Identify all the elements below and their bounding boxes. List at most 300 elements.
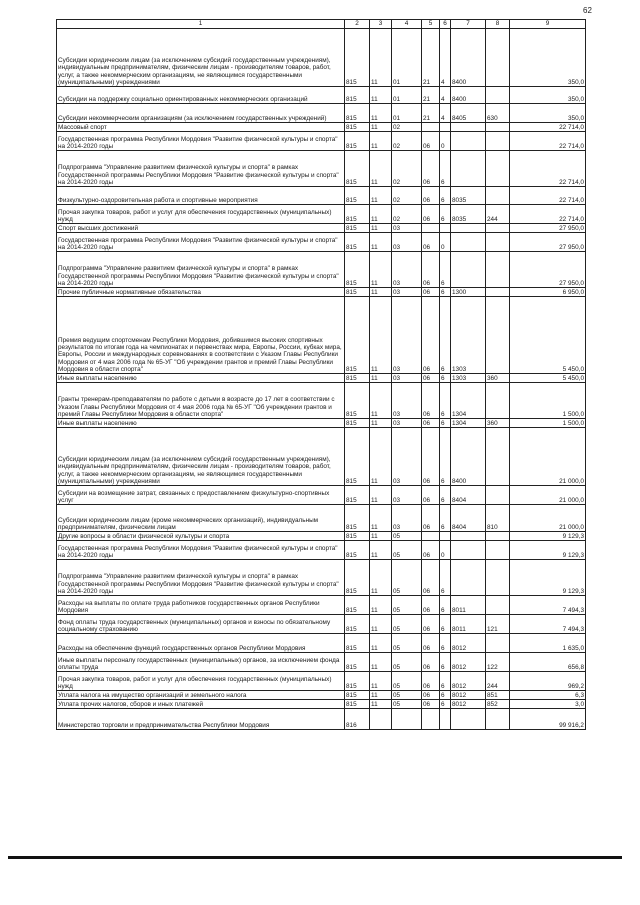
header-cell: 1 [57,20,345,29]
code-gv-cell: 815 [345,123,370,132]
code-expense-type-cell [486,541,510,560]
amount-cell: 21 000,0 [510,505,586,532]
code-rz-cell: 11 [370,297,392,374]
code-subprogram-cell: 6 [440,374,451,383]
code-gv-cell: 815 [345,151,370,187]
code-expense-type-cell: 810 [486,505,510,532]
header-cell: 9 [510,20,586,29]
code-rz-cell: 11 [370,123,392,132]
code-program-cell: 06 [422,505,440,532]
item-name-cell: Уплата налога на имущество организаций и земельного налога [57,691,345,700]
item-name-cell: Государственная программа Республики Мордовия "Развитие физической культуры и спорта" на 2014-2020 годы [57,541,345,560]
code-program-cell: 06 [422,288,440,297]
code-subprogram-cell: 0 [440,233,451,252]
code-subprogram-cell [440,532,451,541]
code-subprogram-cell: 6 [440,297,451,374]
code-rz-cell: 11 [370,505,392,532]
code-gv-cell: 815 [345,672,370,691]
code-pr-cell: 02 [392,205,422,224]
code-program-cell: 06 [422,151,440,187]
code-expense-type-cell [486,132,510,151]
code-subprogram-cell: 6 [440,383,451,419]
code-gv-cell: 815 [345,596,370,615]
amount-cell: 99 916,2 [510,709,586,730]
code-program-cell: 06 [422,252,440,288]
amount-cell: 5 450,0 [510,374,586,383]
amount-cell: 21 000,0 [510,486,586,505]
table-row [57,709,586,730]
code-gv-cell: 816 [345,709,370,730]
item-name-cell: Государственная программа Республики Мордовия "Развитие физической культуры и спорта" на 2014-2020 годы [57,233,345,252]
code-item-cell: 8405 [451,104,486,123]
code-rz-cell: 11 [370,224,392,233]
code-item-cell [451,252,486,288]
amount-cell: 9 129,3 [510,541,586,560]
code-pr-cell: 05 [392,596,422,615]
code-subprogram-cell: 4 [440,104,451,123]
code-pr-cell: 03 [392,374,422,383]
table-row [57,252,586,288]
table-row [57,132,586,151]
code-program-cell: 06 [422,187,440,205]
code-program-cell: 06 [422,132,440,151]
code-subprogram-cell: 6 [440,634,451,653]
amount-cell: 5 450,0 [510,297,586,374]
table-row [57,123,586,132]
code-subprogram-cell: 4 [440,87,451,104]
code-pr-cell [392,709,422,730]
item-name-cell: Гранты тренерам-преподавателям по работе с детьми в возрасте до 17 лет в соответствии с Указом Главы Республики Мордовия от 4 мая 2006 года № 65-УГ "Об учреждении грантов и премий Главы Республики Мордовия в области спорта" [57,383,345,419]
code-rz-cell: 11 [370,104,392,123]
code-program-cell: 06 [422,233,440,252]
header-cell: 6 [440,20,451,29]
code-subprogram-cell: 6 [440,700,451,709]
code-rz-cell: 11 [370,596,392,615]
code-rz-cell: 11 [370,187,392,205]
code-gv-cell: 815 [345,224,370,233]
code-gv-cell: 815 [345,428,370,486]
code-pr-cell: 03 [392,505,422,532]
code-item-cell [451,132,486,151]
code-pr-cell: 03 [392,297,422,374]
header-cell: 8 [486,20,510,29]
code-rz-cell: 11 [370,700,392,709]
code-gv-cell: 815 [345,691,370,700]
code-program-cell: 06 [422,615,440,634]
amount-cell: 7 494,3 [510,615,586,634]
code-pr-cell: 03 [392,428,422,486]
code-gv-cell: 815 [345,383,370,419]
code-subprogram-cell: 6 [440,252,451,288]
code-subprogram-cell: 6 [440,560,451,596]
code-pr-cell: 03 [392,288,422,297]
table-row [57,383,586,419]
code-rz-cell: 11 [370,532,392,541]
item-name-cell: Прочая закупка товаров, работ и услуг для обеспечения государственных (муниципальных) нужд [57,205,345,224]
code-program-cell: 06 [422,428,440,486]
code-expense-type-cell: 630 [486,104,510,123]
code-program-cell [422,123,440,132]
item-name-cell: Иные выплаты населению [57,374,345,383]
header-cell: 2 [345,20,370,29]
code-gv-cell: 815 [345,297,370,374]
code-item-cell [451,532,486,541]
code-item-cell: 8012 [451,672,486,691]
table-row [57,205,586,224]
code-item-cell: 8012 [451,634,486,653]
code-program-cell: 06 [422,383,440,419]
code-item-cell: 8011 [451,615,486,634]
item-name-cell: Подпрограмма "Управление развитием физической культуры и спорта" в рамках Государственной программы Республики Мордовия "Развитие физической культуры и спорта" на 2014-2020 годы [57,560,345,596]
code-pr-cell: 01 [392,104,422,123]
code-gv-cell: 815 [345,29,370,87]
code-program-cell: 06 [422,205,440,224]
code-rz-cell: 11 [370,205,392,224]
table-row [57,374,586,383]
code-expense-type-cell [486,252,510,288]
table-row [57,104,586,123]
code-item-cell: 8035 [451,187,486,205]
code-program-cell: 21 [422,87,440,104]
table-row [57,151,586,187]
code-item-cell [451,123,486,132]
table-row [57,700,586,709]
table-row [57,87,586,104]
code-gv-cell: 815 [345,541,370,560]
code-expense-type-cell [486,151,510,187]
code-pr-cell: 01 [392,87,422,104]
code-item-cell: 1303 [451,374,486,383]
code-rz-cell: 11 [370,672,392,691]
code-expense-type-cell: 244 [486,672,510,691]
code-program-cell: 06 [422,700,440,709]
code-subprogram-cell: 6 [440,428,451,486]
code-item-cell: 8400 [451,428,486,486]
code-expense-type-cell [486,596,510,615]
code-item-cell: 8404 [451,505,486,532]
code-gv-cell: 815 [345,104,370,123]
code-expense-type-cell [486,709,510,730]
code-item-cell: 1303 [451,297,486,374]
header-row [57,20,586,29]
budget-table [56,19,586,730]
code-expense-type-cell [486,187,510,205]
code-gv-cell: 815 [345,560,370,596]
code-rz-cell: 11 [370,383,392,419]
amount-cell: 350,0 [510,87,586,104]
code-expense-type-cell: 122 [486,653,510,672]
item-name-cell: Субсидии юридическим лицам (за исключением субсидий государственным учреждениям), индивидуальным предпринимателям, физическим лицам - производителям товаров, работ, услуг, а также некоммерческим организациям, не являющимся государственными (муниципальными) учреждениями [57,29,345,87]
amount-cell: 350,0 [510,29,586,87]
amount-cell: 969,2 [510,672,586,691]
item-name-cell: Физкультурно-оздоровительная работа и спортивные мероприятия [57,187,345,205]
code-gv-cell: 815 [345,87,370,104]
code-expense-type-cell: 851 [486,691,510,700]
amount-cell: 1 500,0 [510,383,586,419]
code-program-cell: 06 [422,486,440,505]
code-rz-cell: 11 [370,691,392,700]
code-gv-cell: 815 [345,505,370,532]
code-item-cell: 8012 [451,653,486,672]
item-name-cell: Прочие публичные нормативные обязательства [57,288,345,297]
code-item-cell: 8011 [451,596,486,615]
item-name-cell: Подпрограмма "Управление развитием физической культуры и спорта" в рамках Государственной программы Республики Мордовия "Развитие физической культуры и спорта" на 2014-2020 годы [57,151,345,187]
code-item-cell: 8404 [451,486,486,505]
code-pr-cell: 05 [392,615,422,634]
table-row [57,505,586,532]
table-row [57,541,586,560]
code-subprogram-cell: 6 [440,615,451,634]
code-pr-cell: 02 [392,123,422,132]
item-name-cell: Субсидии на поддержку социально ориентированных некоммерческих организаций [57,87,345,104]
page-number: 62 [583,6,592,15]
item-name-cell: Субсидии на возмещение затрат, связанных с предоставлением физкультурно-спортивных услуг [57,486,345,505]
code-expense-type-cell [486,297,510,374]
code-rz-cell: 11 [370,29,392,87]
amount-cell: 27 950,0 [510,224,586,233]
amount-cell: 1 500,0 [510,419,586,428]
code-rz-cell: 11 [370,288,392,297]
code-pr-cell: 01 [392,29,422,87]
code-pr-cell: 05 [392,653,422,672]
code-subprogram-cell: 0 [440,541,451,560]
code-rz-cell: 11 [370,615,392,634]
code-rz-cell: 11 [370,132,392,151]
code-pr-cell: 02 [392,132,422,151]
code-expense-type-cell [486,634,510,653]
code-program-cell: 06 [422,541,440,560]
item-name-cell: Субсидии некоммерческим организациям (за исключением государственных учреждений) [57,104,345,123]
code-expense-type-cell [486,288,510,297]
table-row [57,428,586,486]
code-pr-cell: 05 [392,634,422,653]
amount-cell: 6 950,0 [510,288,586,297]
table-row [57,233,586,252]
code-subprogram-cell: 6 [440,419,451,428]
code-rz-cell: 11 [370,560,392,596]
code-pr-cell: 03 [392,233,422,252]
amount-cell: 7 494,3 [510,596,586,615]
amount-cell: 21 000,0 [510,428,586,486]
amount-cell: 656,8 [510,653,586,672]
code-rz-cell: 11 [370,374,392,383]
code-gv-cell: 815 [345,615,370,634]
code-expense-type-cell [486,560,510,596]
code-item-cell: 1304 [451,383,486,419]
code-pr-cell: 05 [392,691,422,700]
code-rz-cell: 11 [370,486,392,505]
code-program-cell: 06 [422,691,440,700]
code-expense-type-cell: 121 [486,615,510,634]
code-gv-cell: 815 [345,419,370,428]
table-row [57,486,586,505]
code-program-cell: 06 [422,653,440,672]
item-name-cell: Спорт высших достижений [57,224,345,233]
code-expense-type-cell [486,123,510,132]
code-item-cell: 1300 [451,288,486,297]
code-rz-cell: 11 [370,541,392,560]
amount-cell: 6,3 [510,691,586,700]
table-row [57,29,586,87]
code-subprogram-cell [440,709,451,730]
item-name-cell: Государственная программа Республики Мордовия "Развитие физической культуры и спорта" на 2014-2020 годы [57,132,345,151]
code-rz-cell: 11 [370,653,392,672]
code-gv-cell: 815 [345,374,370,383]
code-program-cell: 06 [422,419,440,428]
table-row [57,224,586,233]
item-name-cell: Министерство торговли и предпринимательства Республики Мордовия [57,709,345,730]
code-expense-type-cell [486,486,510,505]
header-cell: 5 [422,20,440,29]
code-program-cell [422,224,440,233]
item-name-cell: Субсидии юридическим лицам (за исключением субсидий государственным учреждениям), индивидуальным предпринимателям, физическим лицам - производителям товаров, работ, услуг, а также некоммерческим организациям, не являющимся государственными (муниципальными) учреждениями [57,428,345,486]
table-row [57,560,586,596]
code-pr-cell: 03 [392,419,422,428]
code-pr-cell: 02 [392,187,422,205]
code-item-cell [451,560,486,596]
code-gv-cell: 815 [345,187,370,205]
code-pr-cell: 03 [392,224,422,233]
code-subprogram-cell: 6 [440,653,451,672]
code-program-cell: 06 [422,596,440,615]
code-rz-cell: 11 [370,87,392,104]
code-pr-cell: 02 [392,151,422,187]
amount-cell: 22 714,0 [510,123,586,132]
code-gv-cell: 815 [345,532,370,541]
code-pr-cell: 05 [392,672,422,691]
table-row [57,596,586,615]
code-item-cell: 8012 [451,700,486,709]
code-subprogram-cell [440,123,451,132]
code-program-cell: 06 [422,374,440,383]
code-item-cell: 8012 [451,691,486,700]
code-subprogram-cell: 6 [440,151,451,187]
item-name-cell: Премия ведущим спортсменам Республики Мордовия, добившимся высоких спортивных результатов по итогам года на чемпионатах и первенствах мира, Европы, России, кубках мира, Европы, России и международных соревнованиях в соответствии с Указом Главы Республики Мордовия от 4 мая 2006 года № 65-УГ "Об учреждении грантов и премий Главы Республики Мордовия в области спорта" [57,297,345,374]
table-row [57,691,586,700]
amount-cell: 22 714,0 [510,132,586,151]
code-program-cell: 06 [422,297,440,374]
item-name-cell: Расходы на обеспечение функций государственных органов Республики Мордовия [57,634,345,653]
code-item-cell [451,541,486,560]
table-row [57,288,586,297]
code-item-cell [451,151,486,187]
code-expense-type-cell [486,233,510,252]
code-item-cell: 8400 [451,87,486,104]
code-rz-cell: 11 [370,634,392,653]
code-subprogram-cell: 6 [440,691,451,700]
code-program-cell: 06 [422,560,440,596]
item-name-cell: Подпрограмма "Управление развитием физической культуры и спорта" в рамках Государственной программы Республики Мордовия "Развитие физической культуры и спорта" на 2014-2020 годы [57,252,345,288]
code-item-cell: 8035 [451,205,486,224]
table-row [57,187,586,205]
item-name-cell: Прочая закупка товаров, работ и услуг для обеспечения государственных (муниципальных) нужд [57,672,345,691]
amount-cell: 3,0 [510,700,586,709]
amount-cell: 22 714,0 [510,205,586,224]
code-item-cell: 1304 [451,419,486,428]
code-subprogram-cell: 6 [440,672,451,691]
amount-cell: 9 129,3 [510,560,586,596]
code-pr-cell: 05 [392,560,422,596]
item-name-cell: Уплата прочих налогов, сборов и иных платежей [57,700,345,709]
table-row [57,634,586,653]
code-expense-type-cell [486,29,510,87]
code-rz-cell: 11 [370,151,392,187]
code-expense-type-cell [486,224,510,233]
amount-cell: 1 635,0 [510,634,586,653]
code-subprogram-cell: 6 [440,187,451,205]
code-subprogram-cell: 6 [440,505,451,532]
code-gv-cell: 815 [345,634,370,653]
code-rz-cell: 11 [370,419,392,428]
table-row [57,653,586,672]
code-subprogram-cell: 6 [440,288,451,297]
code-item-cell [451,224,486,233]
code-item-cell [451,709,486,730]
table-row [57,297,586,374]
header-cell: 4 [392,20,422,29]
code-expense-type-cell: 360 [486,374,510,383]
code-gv-cell: 815 [345,233,370,252]
table-row [57,672,586,691]
code-subprogram-cell [440,224,451,233]
code-expense-type-cell: 244 [486,205,510,224]
code-item-cell: 8400 [451,29,486,87]
code-expense-type-cell [486,87,510,104]
code-rz-cell: 11 [370,233,392,252]
code-pr-cell: 03 [392,252,422,288]
amount-cell: 22 714,0 [510,187,586,205]
item-name-cell: Иные выплаты населению [57,419,345,428]
code-gv-cell: 815 [345,252,370,288]
amount-cell: 27 950,0 [510,252,586,288]
code-subprogram-cell: 4 [440,29,451,87]
code-gv-cell: 815 [345,288,370,297]
code-gv-cell: 815 [345,700,370,709]
code-rz-cell: 11 [370,252,392,288]
code-program-cell: 21 [422,104,440,123]
code-subprogram-cell: 6 [440,596,451,615]
code-subprogram-cell: 6 [440,486,451,505]
code-program-cell [422,532,440,541]
item-name-cell: Фонд оплаты труда государственных (муниципальных) органов и взносы по обязательному социальному страхованию [57,615,345,634]
table-row [57,419,586,428]
code-gv-cell: 815 [345,205,370,224]
code-expense-type-cell: 852 [486,700,510,709]
code-program-cell [422,709,440,730]
code-item-cell [451,233,486,252]
code-rz-cell: 11 [370,428,392,486]
code-subprogram-cell: 0 [440,132,451,151]
code-pr-cell: 05 [392,541,422,560]
item-name-cell: Субсидии юридическим лицам (кроме некоммерческих организаций), индивидуальным предпринимателям, физическим лицам [57,505,345,532]
item-name-cell: Другие вопросы в области физической культуры и спорта [57,532,345,541]
table-row [57,532,586,541]
code-expense-type-cell [486,383,510,419]
amount-cell: 350,0 [510,104,586,123]
bottom-rule [8,856,622,859]
code-program-cell: 06 [422,672,440,691]
code-rz-cell [370,709,392,730]
table-row [57,615,586,634]
code-expense-type-cell [486,532,510,541]
amount-cell: 9 129,3 [510,532,586,541]
code-pr-cell: 03 [392,383,422,419]
code-program-cell: 06 [422,634,440,653]
header-cell: 7 [451,20,486,29]
code-expense-type-cell: 360 [486,419,510,428]
code-gv-cell: 815 [345,653,370,672]
amount-cell: 27 950,0 [510,233,586,252]
